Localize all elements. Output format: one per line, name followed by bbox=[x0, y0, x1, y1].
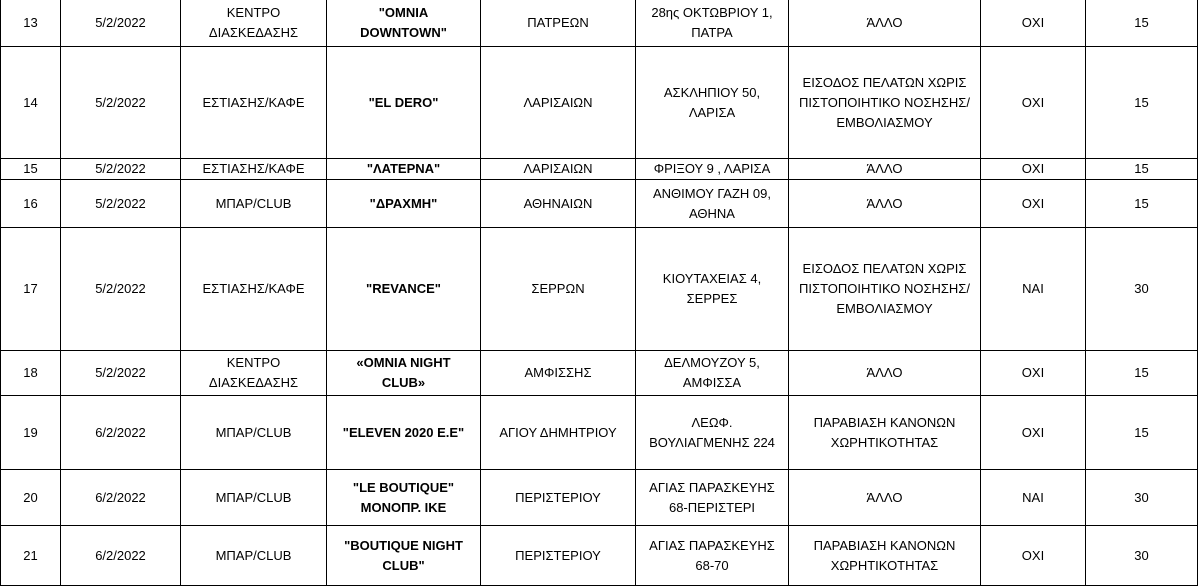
days-cell: 15 bbox=[1086, 0, 1198, 47]
repeat-cell: ΟΧΙ bbox=[981, 526, 1086, 586]
category-cell: ΜΠΑΡ/CLUB bbox=[181, 180, 327, 228]
days-cell: 15 bbox=[1086, 159, 1198, 180]
business-name-cell: "EL DERO" bbox=[327, 47, 481, 159]
table-row bbox=[1, 228, 1198, 351]
violation-cell: ΆΛΛΟ bbox=[789, 351, 981, 396]
business-name-cell: "ELEVEN 2020 E.E" bbox=[327, 396, 481, 470]
business-name-cell: "ΛΑΤΕΡΝΑ" bbox=[327, 159, 481, 180]
category-cell: ΕΣΤΙΑΣΗΣ/ΚΑΦΕ bbox=[181, 47, 327, 159]
repeat-cell: ΟΧΙ bbox=[981, 180, 1086, 228]
address-cell: ΦΡΙΞΟΥ 9 , ΛΑΡΙΣΑ bbox=[636, 159, 789, 180]
municipality-cell: ΛΑΡΙΣΑΙΩΝ bbox=[481, 159, 636, 180]
date-cell: 5/2/2022 bbox=[61, 351, 181, 396]
date-cell: 5/2/2022 bbox=[61, 180, 181, 228]
row-number: 17 bbox=[1, 228, 61, 351]
violation-cell: ΆΛΛΟ bbox=[789, 159, 981, 180]
municipality-cell: ΠΑΤΡΕΩΝ bbox=[481, 0, 636, 47]
address-cell: ΑΝΘΙΜΟΥ ΓΑΖΗ 09, ΑΘΗΝΑ bbox=[636, 180, 789, 228]
repeat-cell: ΟΧΙ bbox=[981, 0, 1086, 47]
business-name-cell: "ΔΡΑΧΜΗ" bbox=[327, 180, 481, 228]
category-cell: ΜΠΑΡ/CLUB bbox=[181, 396, 327, 470]
date-cell: 5/2/2022 bbox=[61, 47, 181, 159]
row-number: 16 bbox=[1, 180, 61, 228]
row-number: 15 bbox=[1, 159, 61, 180]
business-name-cell: «OMNIA NIGHT CLUB» bbox=[327, 351, 481, 396]
municipality-cell: ΑΘΗΝΑΙΩΝ bbox=[481, 180, 636, 228]
table-row bbox=[1, 180, 1198, 228]
municipality-cell: ΣΕΡΡΩΝ bbox=[481, 228, 636, 351]
municipality-cell: ΛΑΡΙΣΑΙΩΝ bbox=[481, 47, 636, 159]
address-cell: ΑΓΙΑΣ ΠΑΡΑΣΚΕΥΗΣ 68-ΠΕΡΙΣΤΕΡΙ bbox=[636, 470, 789, 526]
row-number: 19 bbox=[1, 396, 61, 470]
municipality-cell: ΠΕΡΙΣΤΕΡΙΟΥ bbox=[481, 526, 636, 586]
days-cell: 30 bbox=[1086, 526, 1198, 586]
category-cell: ΕΣΤΙΑΣΗΣ/ΚΑΦΕ bbox=[181, 228, 327, 351]
days-cell: 30 bbox=[1086, 470, 1198, 526]
row-number: 20 bbox=[1, 470, 61, 526]
category-cell: ΜΠΑΡ/CLUB bbox=[181, 526, 327, 586]
municipality-cell: ΠΕΡΙΣΤΕΡΙΟΥ bbox=[481, 470, 636, 526]
date-cell: 5/2/2022 bbox=[61, 159, 181, 180]
violation-cell: ΆΛΛΟ bbox=[789, 470, 981, 526]
business-name-cell: "BOUTIQUE NIGHT CLUB" bbox=[327, 526, 481, 586]
table-row bbox=[1, 470, 1198, 526]
days-cell: 15 bbox=[1086, 47, 1198, 159]
address-cell: ΛΕΩΦ. ΒΟΥΛΙΑΓΜΕΝΗΣ 224 bbox=[636, 396, 789, 470]
table-row bbox=[1, 0, 1198, 47]
violation-cell: ΕΙΣΟΔΟΣ ΠΕΛΑΤΩΝ ΧΩΡΙΣ ΠΙΣΤΟΠΟΙΗΤΙΚΟ ΝΟΣΗΣΗΣ/ΕΜΒΟΛΙΑΣΜΟΥ bbox=[789, 228, 981, 351]
category-cell: ΚΕΝΤΡΟ ΔΙΑΣΚΕΔΑΣΗΣ bbox=[181, 0, 327, 47]
date-cell: 5/2/2022 bbox=[61, 0, 181, 47]
table-row bbox=[1, 526, 1198, 586]
municipality-cell: ΑΓΙΟΥ ΔΗΜΗΤΡΙΟΥ bbox=[481, 396, 636, 470]
address-cell: ΑΣΚΛΗΠΙΟΥ 50, ΛΑΡΙΣΑ bbox=[636, 47, 789, 159]
violation-cell: ΆΛΛΟ bbox=[789, 180, 981, 228]
address-cell: ΚΙΟΥΤΑΧΕΙΑΣ 4, ΣΕΡΡΕΣ bbox=[636, 228, 789, 351]
date-cell: 6/2/2022 bbox=[61, 470, 181, 526]
days-cell: 15 bbox=[1086, 351, 1198, 396]
business-name-cell: "OMNIA DOWNTOWN" bbox=[327, 0, 481, 47]
repeat-cell: ΟΧΙ bbox=[981, 396, 1086, 470]
category-cell: ΜΠΑΡ/CLUB bbox=[181, 470, 327, 526]
table-row bbox=[1, 159, 1198, 180]
repeat-cell: ΝΑΙ bbox=[981, 470, 1086, 526]
table-row bbox=[1, 396, 1198, 470]
business-name-cell: "REVANCE" bbox=[327, 228, 481, 351]
repeat-cell: ΟΧΙ bbox=[981, 159, 1086, 180]
address-cell: 28ης ΟΚΤΩΒΡΙΟΥ 1, ΠΑΤΡΑ bbox=[636, 0, 789, 47]
days-cell: 15 bbox=[1086, 396, 1198, 470]
date-cell: 6/2/2022 bbox=[61, 526, 181, 586]
table-body bbox=[1, 0, 1198, 586]
category-cell: ΕΣΤΙΑΣΗΣ/ΚΑΦΕ bbox=[181, 159, 327, 180]
days-cell: 30 bbox=[1086, 228, 1198, 351]
row-number: 14 bbox=[1, 47, 61, 159]
address-cell: ΑΓΙΑΣ ΠΑΡΑΣΚΕΥΗΣ 68-70 bbox=[636, 526, 789, 586]
municipality-cell: ΑΜΦΙΣΣΗΣ bbox=[481, 351, 636, 396]
address-cell: ΔΕΛΜΟΥΖΟΥ 5, ΑΜΦΙΣΣΑ bbox=[636, 351, 789, 396]
repeat-cell: ΟΧΙ bbox=[981, 47, 1086, 159]
violation-cell: ΆΛΛΟ bbox=[789, 0, 981, 47]
row-number: 13 bbox=[1, 0, 61, 47]
row-number: 21 bbox=[1, 526, 61, 586]
row-number: 18 bbox=[1, 351, 61, 396]
table-row bbox=[1, 47, 1198, 159]
violation-cell: ΕΙΣΟΔΟΣ ΠΕΛΑΤΩΝ ΧΩΡΙΣ ΠΙΣΤΟΠΟΙΗΤΙΚΟ ΝΟΣΗΣΗΣ/ΕΜΒΟΛΙΑΣΜΟΥ bbox=[789, 47, 981, 159]
table-row bbox=[1, 351, 1198, 396]
violation-cell: ΠΑΡΑΒΙΑΣΗ ΚΑΝΟΝΩΝ ΧΩΡΗΤΙΚΟΤΗΤΑΣ bbox=[789, 526, 981, 586]
category-cell: ΚΕΝΤΡΟ ΔΙΑΣΚΕΔΑΣΗΣ bbox=[181, 351, 327, 396]
date-cell: 5/2/2022 bbox=[61, 228, 181, 351]
days-cell: 15 bbox=[1086, 180, 1198, 228]
repeat-cell: ΝΑΙ bbox=[981, 228, 1086, 351]
business-name-cell: "LE BOUTIQUE" ΜΟΝΟΠΡ. ΙΚΕ bbox=[327, 470, 481, 526]
date-cell: 6/2/2022 bbox=[61, 396, 181, 470]
violation-cell: ΠΑΡΑΒΙΑΣΗ ΚΑΝΟΝΩΝ ΧΩΡΗΤΙΚΟΤΗΤΑΣ bbox=[789, 396, 981, 470]
repeat-cell: ΟΧΙ bbox=[981, 351, 1086, 396]
